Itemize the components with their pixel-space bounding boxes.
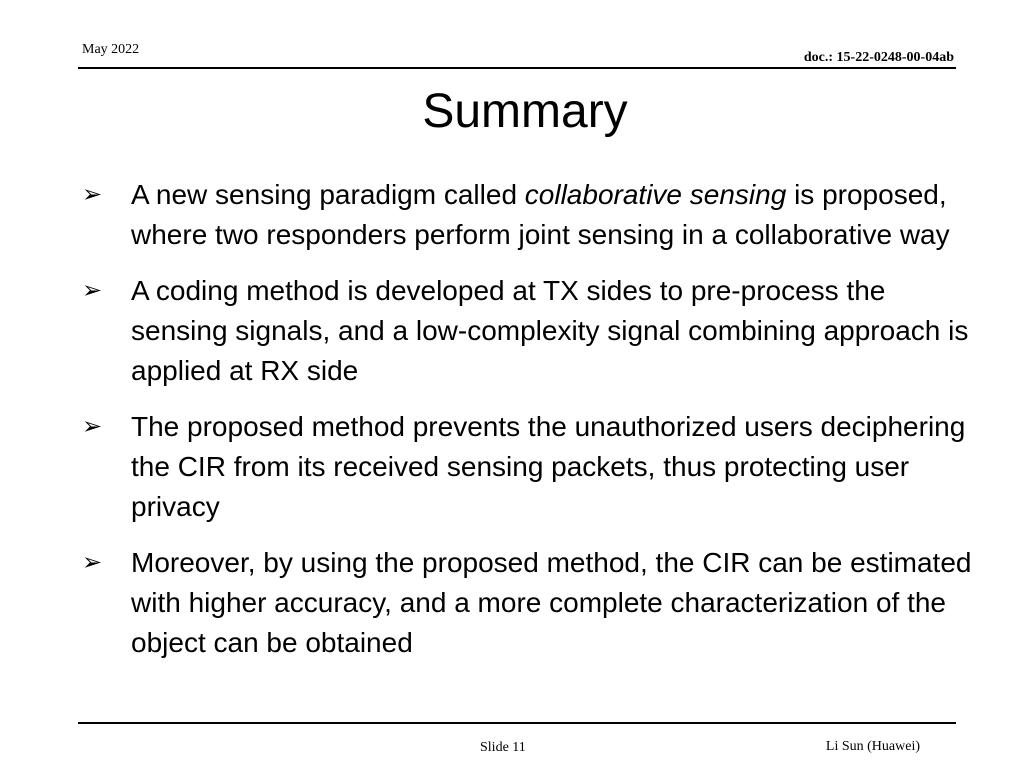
bullet-item	[82, 407, 982, 527]
bullet-text-part: A new sensing paradigm called	[131, 179, 525, 210]
footer-divider	[78, 722, 956, 724]
arrow-bullet-icon: ➢	[82, 277, 103, 304]
bullet-list	[82, 175, 982, 679]
arrow-bullet-icon: ➢	[82, 181, 103, 208]
arrow-bullet-icon: ➢	[82, 549, 103, 576]
slide-number: Slide 11	[480, 740, 526, 755]
arrow-bullet-icon: ➢	[82, 413, 103, 440]
bullet-emphasis: collaborative sensing	[524, 179, 787, 210]
bullet-item	[82, 175, 982, 255]
header-date: May 2022	[82, 42, 140, 57]
header-doc-id: doc.: 15-22-0248-00-04ab	[803, 50, 954, 65]
bullet-text: Moreover, by using the proposed method, the CIR can be estimated with higher accuracy, and a more complete characterization of the object can be obtained	[131, 547, 972, 658]
bullet-text: The proposed method prevents the unauthorized users deciphering the CIR from its received sensing packets, thus protecting user privacy	[131, 411, 966, 522]
footer-author: Li Sun (Huawei)	[825, 739, 920, 754]
bullet-text-part: is proposed, where two responders perform joint sensing in a collaborative way	[131, 179, 950, 250]
slide-title: Summary	[422, 85, 628, 138]
bullet-item	[82, 543, 982, 663]
header-divider	[78, 67, 956, 69]
bullet-item	[82, 271, 982, 391]
bullet-text: A coding method is developed at TX sides to pre-process the sensing signals, and a low-complexity signal combining approach is applied at RX side	[131, 275, 969, 386]
